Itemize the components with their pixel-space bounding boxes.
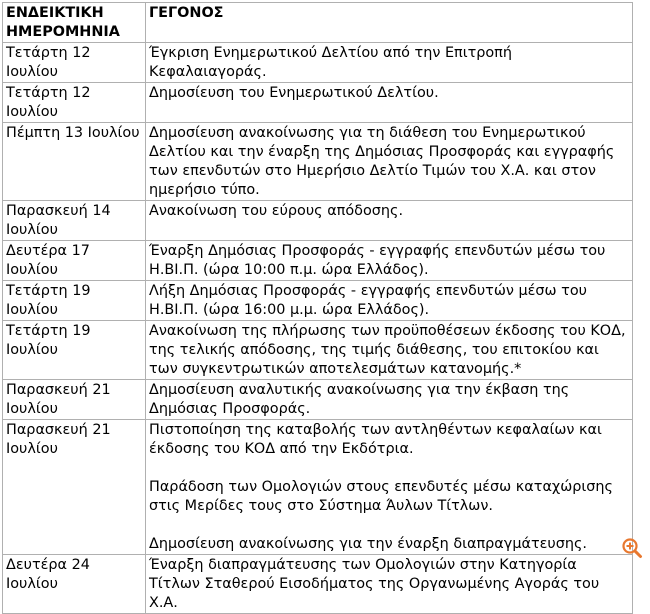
table-row xyxy=(3,281,633,321)
row-date: Δευτέρα 17 Ιουλίου xyxy=(3,241,146,281)
event-paragraph: Δημοσίευση του Ενημερωτικού Δελτίου. xyxy=(149,85,439,101)
row-event xyxy=(146,201,633,241)
table-row xyxy=(3,241,633,281)
row-event xyxy=(146,321,633,380)
row-event xyxy=(146,83,633,123)
zoom-in-icon xyxy=(621,537,643,559)
row-date: Τετάρτη 19 Ιουλίου xyxy=(3,281,146,321)
row-date: Παρασκευή 21 Ιουλίου xyxy=(3,420,146,555)
event-paragraph: Πιστοποίηση της καταβολής των αντληθέντων κεφαλαίων και έκδοσης του ΚΟΔ από την Εκδότρια. xyxy=(149,422,602,457)
table-row xyxy=(3,420,633,555)
schedule-table xyxy=(2,2,633,614)
header-event: ΓΕΓΟΝΟΣ xyxy=(146,3,633,43)
table-row xyxy=(3,83,633,123)
table-header-row xyxy=(3,3,633,43)
row-event xyxy=(146,281,633,321)
table-row xyxy=(3,321,633,380)
row-date: Παρασκευή 14 Ιουλίου xyxy=(3,201,146,241)
event-paragraph: Παράδοση των Ομολογιών στους επενδυτές μέσω καταχώρισης στις Μερίδες τους στο Σύστημα Άυλων Τίτλων. xyxy=(149,479,613,514)
row-date: Παρασκευή 21 Ιουλίου xyxy=(3,380,146,420)
table-row xyxy=(3,201,633,241)
row-event xyxy=(146,43,633,83)
row-event xyxy=(146,380,633,420)
row-event xyxy=(146,241,633,281)
row-date: Τετάρτη 19 Ιουλίου xyxy=(3,321,146,380)
header-date: ΕΝΔΕΙΚΤΙΚΗ ΗΜΕΡΟΜΗΝΙΑ xyxy=(3,3,146,43)
event-paragraph: Λήξη Δημόσιας Προσφοράς - εγγραφής επενδυτών μέσω του Η.ΒΙ.Π. (ώρα 16:00 μ.μ. ώρα Ελλάδος). xyxy=(149,283,587,318)
table-row xyxy=(3,43,633,83)
zoom-in-button[interactable] xyxy=(620,536,644,560)
table-row xyxy=(3,123,633,201)
table-row xyxy=(3,380,633,420)
event-paragraph: Έναρξη Δημόσιας Προσφοράς - εγγραφής επενδυτών μέσω του Η.ΒΙ.Π. (ώρα 10:00 π.μ. ώρα Ελλάδος). xyxy=(149,243,606,278)
event-paragraph: Έναρξη διαπραγμάτευσης των Ομολογιών στην Κατηγορία Τίτλων Σταθερού Εισοδήματος της Οργανωμένης Αγοράς του Χ.Α. xyxy=(149,557,600,611)
event-paragraph: Δημοσίευση αναλυτικής ανακοίνωσης για την έκβαση της Δημόσιας Προσφοράς. xyxy=(149,382,570,417)
row-date: Πέμπτη 13 Ιουλίου xyxy=(3,123,146,201)
event-paragraph: Δημοσίευση ανακοίνωσης για τη διάθεση του Ενημερωτικού Δελτίου και την έναρξη της Δημόσιας Προσφοράς και εγγραφής των επενδυτών στο Ημερήσιο Δελτίο Τιμών του Χ.Α. και στον ημερήσιο τύπο. xyxy=(149,125,615,198)
row-date: Τετάρτη 12 Ιουλίου xyxy=(3,83,146,123)
row-date: Τετάρτη 12 Ιουλίου xyxy=(3,43,146,83)
row-event xyxy=(146,123,633,201)
row-date: Δευτέρα 24 Ιουλίου xyxy=(3,555,146,614)
table-row xyxy=(3,555,633,614)
event-paragraph: Ανακοίνωση του εύρους απόδοσης. xyxy=(149,203,404,219)
row-event xyxy=(146,555,633,614)
event-paragraph: Έγκριση Ενημερωτικού Δελτίου από την Επιτροπή Κεφαλαιαγοράς. xyxy=(149,45,512,80)
event-paragraph: Δημοσίευση ανακοίνωσης για την έναρξη διαπραγμάτευσης. xyxy=(149,536,587,552)
row-event xyxy=(146,420,633,555)
event-paragraph: Ανακοίνωση της πλήρωσης των προϋποθέσεων έκδοσης του ΚΟΔ, της τελικής απόδοσης, της τιμής διάθεσης, του επιτοκίου και των συγκεντρωτικών αποτελεσμάτων κατανομής.* xyxy=(149,323,626,377)
